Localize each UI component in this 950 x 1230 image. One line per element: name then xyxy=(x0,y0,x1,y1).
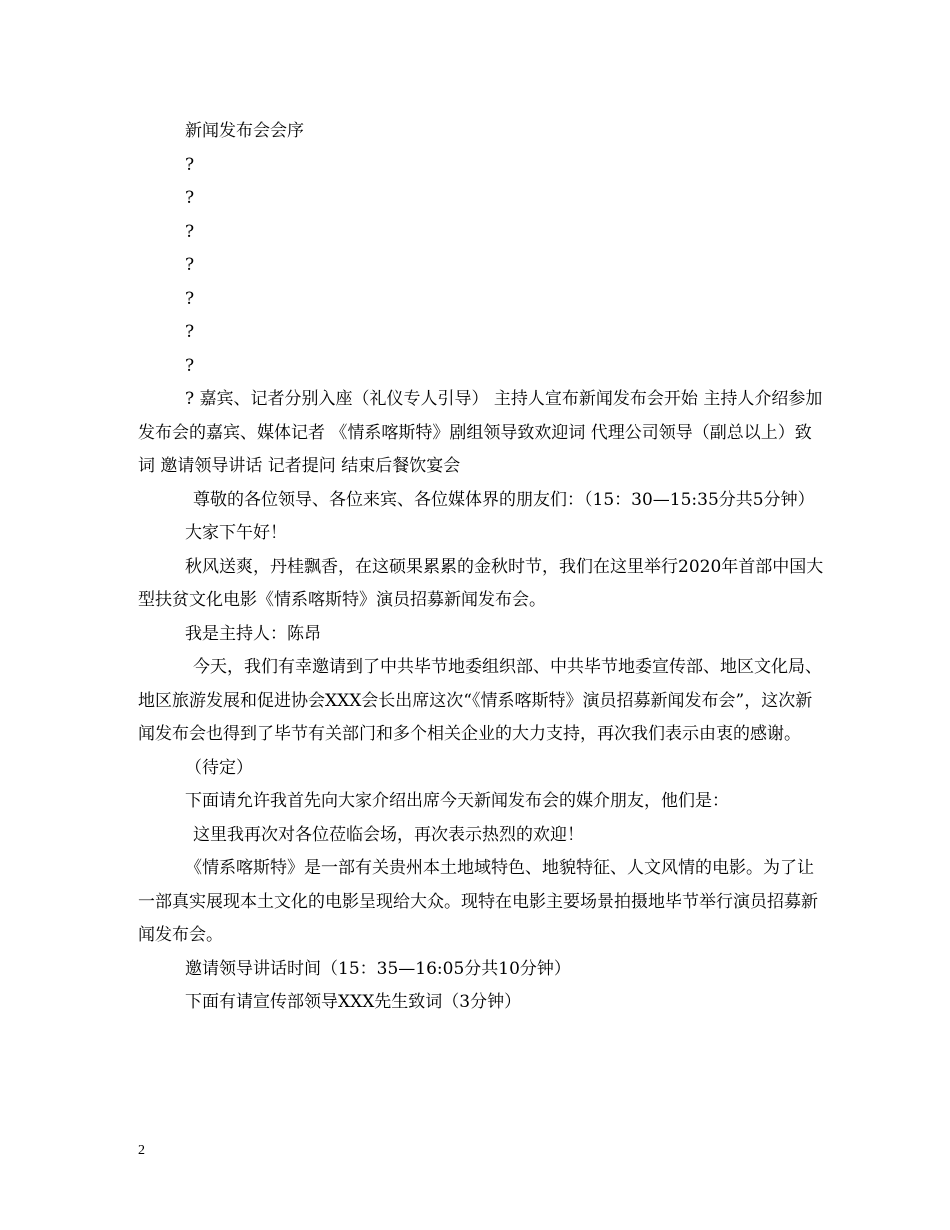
paragraph: 下面有请宣传部领导XXX先生致词（3分钟） xyxy=(185,992,522,1012)
document-title: 新闻发布会会序 xyxy=(185,121,304,141)
paragraph: 这里我再次对各位莅临会场，再次表示热烈的欢迎！ xyxy=(193,824,584,845)
document-body xyxy=(138,115,828,1020)
paragraph: 下面请允许我首先向大家介绍出席今天新闻发布会的媒介朋友，他们是： xyxy=(185,791,729,811)
paragraph: 我是主持人：陈昂 xyxy=(185,623,321,644)
question-mark-line: ? xyxy=(185,355,195,376)
paragraph: 今天，我们有幸邀请到了中共毕节地委组织部、中共毕节地委宣传部、地区文化局、地区旅游发展和促进协会XXX会长出席这次“《情系喀斯特》演员招募新闻发布会”，这次新闻发布会也得到了毕节有关部门和多个相关企业的大力支持，再次我们表示由衷的感谢。 xyxy=(138,657,822,744)
page-number: 2 xyxy=(138,1143,145,1158)
agenda-paragraph: ? 嘉宾、记者分别入座（礼仪专人引导） 主持人宣布新闻发布会开始 主持人介绍参加发布会的嘉宾、媒体记者 《情系喀斯特》剧组领导致欢迎词 代理公司领导（副总以上）致词 邀请领导讲话 记者提问 结束后餐饮宴会 xyxy=(138,389,823,476)
question-mark-line: ? xyxy=(185,288,195,309)
paragraph: 《情系喀斯特》是一部有关贵州本土地域特色、地貌特征、人文风情的电影。为了让一部真实展现本土文化的电影呈现给大众。现特在电影主要场景拍摄地毕节举行演员招募新闻发布会。 xyxy=(138,858,818,945)
question-mark-line: ? xyxy=(185,154,195,175)
question-mark-line: ? xyxy=(185,221,195,242)
question-mark-line: ? xyxy=(185,255,195,275)
paragraph: （待定） xyxy=(185,757,253,778)
question-mark-line: ? xyxy=(185,188,195,208)
paragraph: 邀请领导讲话时间（15：35—16:05分共10分钟） xyxy=(185,958,571,979)
question-mark-line: ? xyxy=(185,322,195,342)
paragraph: 秋风送爽，丹桂飘香，在这硕果累累的金秋时节，我们在这里举行2020年首部中国大型扶贫文化电影《情系喀斯特》演员招募新闻发布会。 xyxy=(138,556,824,610)
greeting-paragraph: 尊敬的各位领导、各位来宾、各位媒体界的朋友们：（15：30—15:35分共5分钟） xyxy=(193,489,815,510)
paragraph: 大家下午好！ xyxy=(185,523,287,543)
